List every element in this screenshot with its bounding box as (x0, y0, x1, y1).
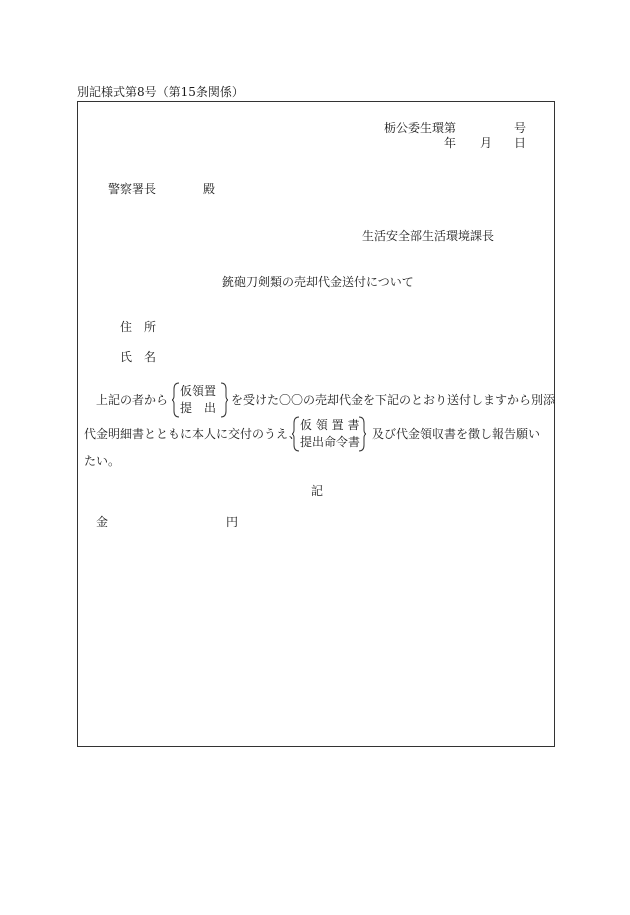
ki-heading: 記 (311, 484, 324, 498)
form-label: 別記様式第8号（第15条関係） (77, 85, 244, 99)
address-label: 住 所 (120, 320, 157, 334)
choice2-top: 仮 領 置 書 (300, 418, 360, 432)
choice2-bottom: 提出命令書 (300, 435, 361, 449)
name-label: 氏 名 (120, 350, 157, 364)
body-line2-end: 及び代金領収書を徴し報告願い (372, 427, 541, 441)
addressee-honorific: 殿 (203, 182, 216, 196)
doc-number-prefix: 栃公委生環第 (384, 121, 457, 135)
amount-label: 金 (96, 515, 109, 529)
doc-number-suffix: 号 (514, 121, 527, 135)
date-year: 年 (444, 136, 457, 150)
body-line3: たい。 (84, 454, 121, 468)
sender: 生活安全部生活環境課長 (362, 229, 495, 243)
body-line1-end: を受けた〇〇の売却代金を下記のとおり送付しますから別添 (231, 393, 556, 407)
choice1-top: 仮領置 (180, 384, 217, 398)
body-line2-start: 代金明細書とともに本人に交付のうえ、 (84, 427, 301, 441)
choice1-bottom: 提 出 (180, 401, 217, 415)
addressee-title: 警察署長 (108, 182, 157, 196)
date-month: 月 (480, 136, 493, 150)
body-line1-start: 上記の者から (96, 393, 169, 407)
amount-unit: 円 (226, 515, 239, 529)
subject: 銃砲刀剣類の売却代金送付について (222, 275, 414, 289)
date-day: 日 (514, 136, 527, 150)
